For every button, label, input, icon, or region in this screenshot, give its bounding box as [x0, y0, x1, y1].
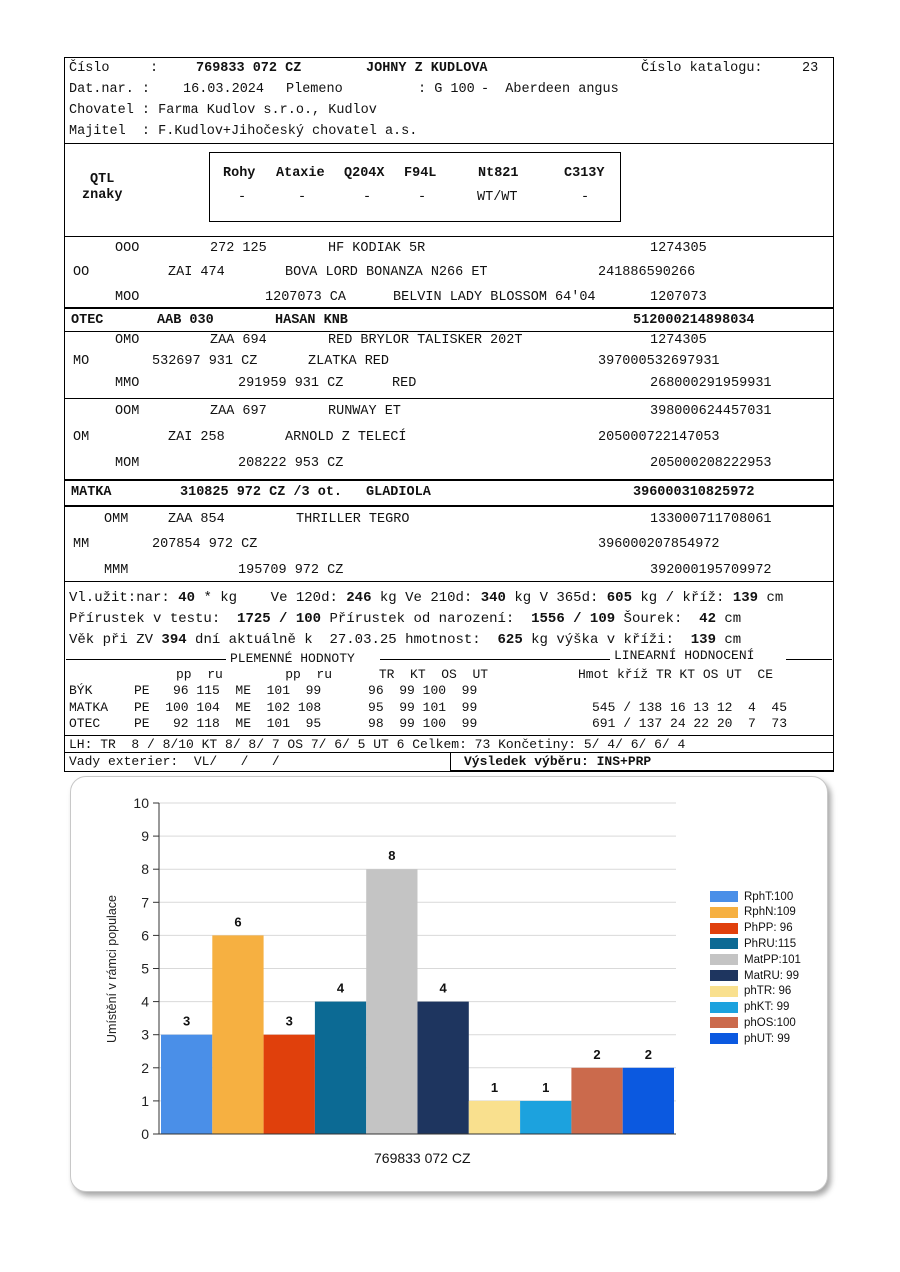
divider	[64, 505, 834, 507]
rule	[380, 659, 610, 660]
legend-item	[710, 890, 793, 903]
pedigree-code: MM	[73, 537, 90, 552]
qtl-header: Ataxie	[276, 166, 325, 181]
legend-item	[710, 985, 791, 998]
qtl-value: WT/WT	[477, 190, 518, 205]
pedigree-num: ZAI 258	[168, 430, 225, 445]
pedigree-num: 532697 931 CZ	[152, 354, 258, 369]
dam-name: GLADIOLA	[366, 485, 431, 500]
cislo-label: Číslo :	[69, 61, 159, 76]
performance-line-1	[69, 590, 783, 606]
legend-label: PhPP: 96	[744, 922, 793, 935]
text: Přírustek od narození:	[329, 611, 515, 627]
text: * kg Ve 120d:	[203, 590, 338, 606]
legend-swatch	[710, 1002, 738, 1013]
divider	[64, 307, 834, 309]
value: 625	[497, 632, 523, 648]
legend-item	[710, 969, 799, 982]
legend-label: RphN:109	[744, 906, 796, 919]
qtl-value: -	[238, 190, 247, 205]
pedigree-id: 205000722147053	[598, 430, 720, 445]
legend-swatch	[710, 1017, 738, 1028]
pedigree-id: 268000291959931	[650, 376, 772, 391]
lh-summary: LH: TR 8 / 8/10 KT 8/ 8/ 7 OS 7/ 6/ 5 UT 6 Celkem: 73 Končetiny: 5/ 4/ 6/ 6/ 4	[69, 737, 686, 752]
breeding-col-headers: pp ru pp ru TR KT OS UT	[176, 667, 489, 682]
value: 394	[161, 632, 187, 648]
breeding-row-name: BÝK	[69, 683, 93, 698]
value: 246	[346, 590, 372, 606]
pedigree-name: RUNWAY ET	[328, 404, 401, 419]
pedigree-num: 272 125	[210, 241, 267, 256]
breed-code: : G 100	[418, 82, 475, 97]
qtl-header: Rohy	[223, 166, 256, 181]
legend-swatch	[710, 907, 738, 918]
qtl-label-2: znaky	[82, 188, 123, 203]
legend-label: MatRU: 99	[744, 969, 799, 982]
legend-swatch	[710, 923, 738, 934]
value: 340	[480, 590, 506, 606]
pedigree-num: 1207073 CA	[265, 290, 347, 305]
data-label: 3	[285, 1013, 293, 1029]
value: 139	[732, 590, 759, 606]
qtl-header: F94L	[404, 166, 437, 181]
y-tick-label: 9	[141, 828, 149, 845]
sire-code: OTEC	[71, 313, 104, 328]
legend-label: PhRU:115	[744, 937, 797, 950]
breeding-row-values: PE 100 104 ME 102 108 95 99 101 99	[134, 700, 478, 715]
qtl-header: Nt821	[478, 166, 519, 181]
pedigree-code: OMO	[115, 333, 140, 348]
performance-line-3	[69, 632, 741, 648]
linear-eval-title: LINEARNÍ HODNOCENÍ	[614, 648, 755, 663]
text: cm	[724, 632, 742, 648]
data-label: 1	[490, 1079, 499, 1095]
linear-row-values: 545 / 138 16 13 12 4 45	[592, 700, 788, 715]
legend-label: phKT: 99	[744, 1001, 790, 1014]
legend-label: phUT: 99	[744, 1032, 791, 1045]
dam-code: MATKA	[71, 485, 112, 500]
legend-item	[710, 1032, 790, 1045]
animal-number: 769833 072 CZ	[196, 61, 302, 76]
pedigree-id: 1274305	[650, 241, 707, 256]
dam-id: 396000310825972	[633, 485, 755, 500]
data-label: 3	[183, 1013, 191, 1029]
text: Věk při ZV	[69, 632, 154, 648]
sire-id: 512000214898034	[633, 313, 755, 328]
value: 139	[690, 632, 716, 648]
qtl-value: -	[581, 190, 590, 205]
legend-item	[710, 953, 801, 966]
text: kg Ve 210d:	[379, 590, 473, 606]
qtl-table	[209, 152, 621, 222]
datnar-label: Dat.nar. :	[69, 82, 151, 97]
y-tick-label: 6	[141, 927, 149, 944]
owner: Majitel : F.Kudlov+Jihočeský chovatel a.s.	[69, 124, 418, 139]
qtl-value: -	[418, 190, 427, 205]
pedigree-id: 1207073	[650, 290, 707, 305]
text: cm	[724, 611, 742, 627]
data-label: 4	[336, 980, 345, 996]
divider	[64, 331, 834, 332]
pedigree-name: RED	[392, 376, 417, 391]
divider	[64, 479, 834, 481]
y-tick-label: 5	[141, 960, 149, 977]
data-label: 6	[234, 914, 242, 930]
legend-swatch	[710, 954, 738, 965]
text: Přírustek v testu:	[69, 611, 221, 627]
pedigree-code: MO	[73, 354, 90, 369]
y-tick-label: 8	[141, 861, 149, 878]
breeder: Chovatel : Farma Kudlov s.r.o., Kudlov	[69, 103, 377, 118]
pedigree-num: 207854 972 CZ	[152, 537, 258, 552]
legend-swatch	[710, 970, 738, 981]
qtl-header: Q204X	[344, 166, 385, 181]
pedigree-name: THRILLER TEGRO	[296, 512, 410, 527]
legend-item	[710, 906, 796, 919]
pedigree-name: ARNOLD Z TELECÍ	[285, 430, 407, 445]
pedigree-code: MOM	[115, 456, 140, 471]
y-tick-label: 3	[141, 1026, 149, 1043]
text: kg / kříž:	[640, 590, 725, 606]
data-label: 8	[388, 848, 396, 864]
legend-item	[710, 937, 796, 950]
katalog-number: 23	[802, 61, 819, 76]
text: cm	[766, 590, 784, 606]
value: 1725 / 100	[237, 611, 322, 627]
pedigree-name: HF KODIAK 5R	[328, 241, 426, 256]
data-label: 2	[593, 1046, 601, 1062]
legend-swatch	[710, 986, 738, 997]
legend-label: phOS:100	[744, 1016, 796, 1029]
value: 1556 / 109	[531, 611, 616, 627]
pedigree-id: 396000207854972	[598, 537, 720, 552]
pedigree-id: 1274305	[650, 333, 707, 348]
value: 42	[699, 611, 716, 627]
birth-date: 16.03.2024	[183, 82, 265, 97]
qtl-label: QTL	[90, 172, 115, 187]
breeding-row-values: PE 96 115 ME 101 99 96 99 100 99	[134, 683, 478, 698]
pedigree-id: 398000624457031	[650, 404, 772, 419]
y-tick-label: 1	[141, 1092, 149, 1109]
pedigree-code: MMO	[115, 376, 140, 391]
text: kg výška v kříži:	[531, 632, 674, 648]
legend-swatch	[710, 1033, 738, 1044]
pedigree-id: 392000195709972	[650, 563, 772, 578]
breeding-values-title: PLEMENNÉ HODNOTY	[230, 651, 355, 666]
divider	[64, 398, 834, 399]
text: dní aktuálně k 27.03.25 hmotnost:	[195, 632, 481, 648]
data-label: 1	[542, 1079, 550, 1095]
pedigree-id: 133000711708061	[650, 512, 772, 527]
legend-item	[710, 1001, 789, 1014]
y-axis-label: Umístění v rámci populace	[105, 895, 119, 1043]
pedigree-num: 208222 953 CZ	[238, 456, 344, 471]
pedigree-num: ZAA 697	[210, 404, 267, 419]
rule	[786, 659, 832, 660]
pedigree-num: ZAA 854	[168, 512, 225, 527]
breed-name: - Aberdeen angus	[481, 82, 619, 97]
pedigree-name: BELVIN LADY BLOSSOM 64'04	[393, 290, 596, 305]
pedigree-code: MMM	[104, 563, 129, 578]
text: kg V 365d:	[514, 590, 599, 606]
text: Vl.užit:nar:	[69, 590, 170, 606]
x-axis-label: 769833 072 CZ	[374, 1150, 471, 1166]
divider	[64, 735, 834, 736]
pedigree-code: OMM	[104, 512, 129, 527]
selection-result: Výsledek výběru: INS+PRP	[464, 754, 652, 769]
plemeno-label: Plemeno	[286, 82, 343, 97]
dam-num: 310825 972 CZ /3 ot.	[180, 485, 343, 500]
pedigree-num: ZAA 694	[210, 333, 267, 348]
linear-col-headers: Hmot kříž TR KT OS UT CE	[578, 667, 774, 682]
pedigree-num: ZAI 474	[168, 265, 225, 280]
qtl-value: -	[363, 190, 372, 205]
legend-item	[710, 922, 793, 935]
y-tick-label: 7	[141, 894, 149, 911]
value: 40	[178, 590, 196, 606]
pedigree-code: MOO	[115, 290, 140, 305]
pedigree-code: OOO	[115, 241, 140, 256]
legend-item	[710, 1016, 796, 1029]
animal-name: JOHNY Z KUDLOVA	[366, 61, 488, 76]
pedigree-name: RED BRYLOR TALISKER 202T	[328, 333, 523, 348]
pedigree-code: OO	[73, 265, 90, 280]
breeding-row-values: PE 92 118 ME 101 95 98 99 100 99	[134, 716, 478, 731]
breeding-row-name: MATKA	[69, 700, 109, 715]
katalog-label: Číslo katalogu:	[641, 61, 763, 76]
qtl-value: -	[298, 190, 307, 205]
pedigree-name: BOVA LORD BONANZA N266 ET	[285, 265, 488, 280]
legend-swatch	[710, 891, 738, 902]
exterior-defects: Vady exterier: VL/ / /	[69, 754, 280, 769]
pedigree-num: 195709 972 CZ	[238, 563, 344, 578]
pedigree-code: OOM	[115, 404, 140, 419]
pedigree-id: 241886590266	[598, 265, 696, 280]
rule	[66, 659, 226, 660]
performance-line-2	[69, 611, 741, 627]
data-label: 4	[439, 980, 447, 996]
sire-name: HASAN KNB	[275, 313, 348, 328]
pedigree-id: 205000208222953	[650, 456, 772, 471]
linear-row-values: 691 / 137 24 22 20 7 73	[592, 716, 788, 731]
legend-swatch	[710, 938, 738, 949]
sire-num: AAB 030	[157, 313, 214, 328]
divider	[64, 581, 834, 582]
y-tick-label: 4	[141, 993, 149, 1010]
pedigree-num: 291959 931 CZ	[238, 376, 344, 391]
y-tick-label: 10	[133, 795, 149, 811]
breeding-row-name: OTEC	[69, 716, 101, 731]
text: Šourek:	[623, 611, 683, 627]
pedigree-name: ZLATKA RED	[308, 354, 390, 369]
legend-label: phTR: 96	[744, 985, 792, 998]
data-label: 2	[644, 1046, 652, 1062]
pedigree-code: OM	[73, 430, 90, 445]
qtl-header: C313Y	[564, 166, 605, 181]
value: 605	[606, 590, 632, 606]
y-tick-label: 2	[141, 1059, 149, 1076]
legend-label: MatPP:101	[744, 953, 801, 966]
pedigree-id: 397000532697931	[598, 354, 720, 369]
legend-label: RphT:100	[744, 890, 794, 903]
y-tick-label: 0	[141, 1126, 149, 1142]
